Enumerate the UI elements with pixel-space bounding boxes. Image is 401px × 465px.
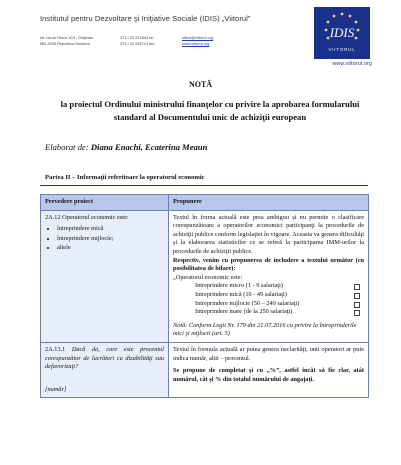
document-subtitle: la proiectul Ordinului ministrului finanţelor cu privire la aprobarea formularului standard al Documentului unic de achiziţii european <box>60 99 360 122</box>
option-row <box>173 300 364 309</box>
email-link[interactable]: office@viitorul.org <box>182 35 214 40</box>
proposal-text: Textul în formula actuală ar putea genera neclarităţi, unii operatori ar pute indica număr, altii – procentul. <box>173 345 364 362</box>
proposal-cell <box>169 210 369 342</box>
fax-line: 373 / 22 245714 fax <box>120 40 155 46</box>
idis-logo <box>314 7 370 59</box>
phone-line: 373 / 22 221844 tel <box>120 35 154 40</box>
option-row <box>173 291 364 300</box>
logo-emblem-icon <box>314 7 370 59</box>
checkbox-icon[interactable] <box>354 293 360 299</box>
table-row <box>41 210 369 342</box>
provision-placeholder: [număr] <box>45 385 67 393</box>
provision-question-text: Dacă da, care este procentul corespunzător de lucrători cu dizabilităţi sau defavorizaţi? <box>45 345 165 371</box>
option-label: Intreprindere mare (de la 250 salariaţi) <box>195 308 293 316</box>
address-line-2: MD-2005 Republica Moldova <box>40 40 91 46</box>
table-row <box>41 342 369 397</box>
list-item: • întreprindere mică <box>57 225 164 234</box>
option-label: Intreprindere micro (1 - 9 salariaţi) <box>195 282 283 290</box>
header-cell-provision: Prevedere proiect <box>41 195 169 211</box>
provision-options-list <box>45 225 164 253</box>
document-title: NOTĂ <box>188 80 213 89</box>
checkbox-icon[interactable] <box>354 284 360 290</box>
provision-code: 2A.13.1 <box>45 345 66 353</box>
header-phones <box>120 35 154 46</box>
site-url[interactable]: www.viitorul.org <box>332 61 372 67</box>
proposal-note: Notă: Conform Legii Nr. 179 din 21.07.2016 cu privire la întreprinderile mici şi mijlocii (art. 5) <box>173 321 357 338</box>
table-header-row <box>41 195 369 211</box>
proposal-text: Textul în forma actuală este prea ambiguu şi nu permite o clasificare corespunzătoare a operatorilor economici participanţi la procedurile de achiziţii publice conform legislaţiei în vigoare. Aceasta va genera dificultăţi şi la elaborarea statisticilor ce se referă la participarea IMM-urilor la procedurile de achiziţii publice. <box>173 213 364 255</box>
logo-text: IDIS <box>329 25 355 40</box>
authors-line <box>45 142 207 152</box>
provision-question <box>45 346 164 372</box>
provision-cell <box>41 210 169 342</box>
header-cell-proposal: Propunere <box>169 195 369 211</box>
address-line-1: str. Iacob Hîncu 10/1, Chişinău <box>40 35 93 40</box>
provision-title: 2A.12 Operatorul economic este: <box>45 213 129 221</box>
option-row <box>173 308 364 317</box>
provision-cell <box>41 342 169 397</box>
option-label: Intreprindere mijlocie (50 – 249 salariaţi) <box>195 299 300 307</box>
authors-label: Elaborat de: <box>45 142 89 152</box>
authors-names: Diana Enachi, Ecaterina Meaun <box>90 142 208 152</box>
list-item: • întreprindere mijlocie; <box>57 235 164 244</box>
proposal-bold: Se propune de completat şi cu „%”, astfel încât să fie clar, atât numărul, cât şi % din totalul numărului de angajaţi. <box>173 367 364 383</box>
part-heading: Partea II – Informaţii referitoare la operatorul economic <box>45 174 205 181</box>
proposals-table <box>40 194 369 398</box>
option-label: Intreprindere mică (10 - 49 salariaţi) <box>195 290 287 298</box>
proposal-bold: Respectiv, venim cu propunerea de includere a textului următor (cu posibilitatea de bifare): <box>173 256 364 273</box>
proposal-cell <box>169 342 369 397</box>
logo-subtext: VIITORUL <box>328 47 356 52</box>
checkbox-icon[interactable] <box>354 302 360 308</box>
option-row <box>173 282 364 291</box>
proposal-quote-start: „Operatorul economic este: <box>173 273 243 281</box>
web-link[interactable]: www.viitorul.org <box>182 40 210 46</box>
header-org-name: Institutul pentru Dezvoltare şi Iniţiative Sociale (IDIS) „Viitorul” <box>40 14 251 23</box>
checkbox-icon[interactable] <box>354 310 360 316</box>
list-item: • altele <box>57 244 164 253</box>
header-address <box>40 35 93 46</box>
section-divider <box>40 185 368 186</box>
header-links <box>182 35 213 46</box>
